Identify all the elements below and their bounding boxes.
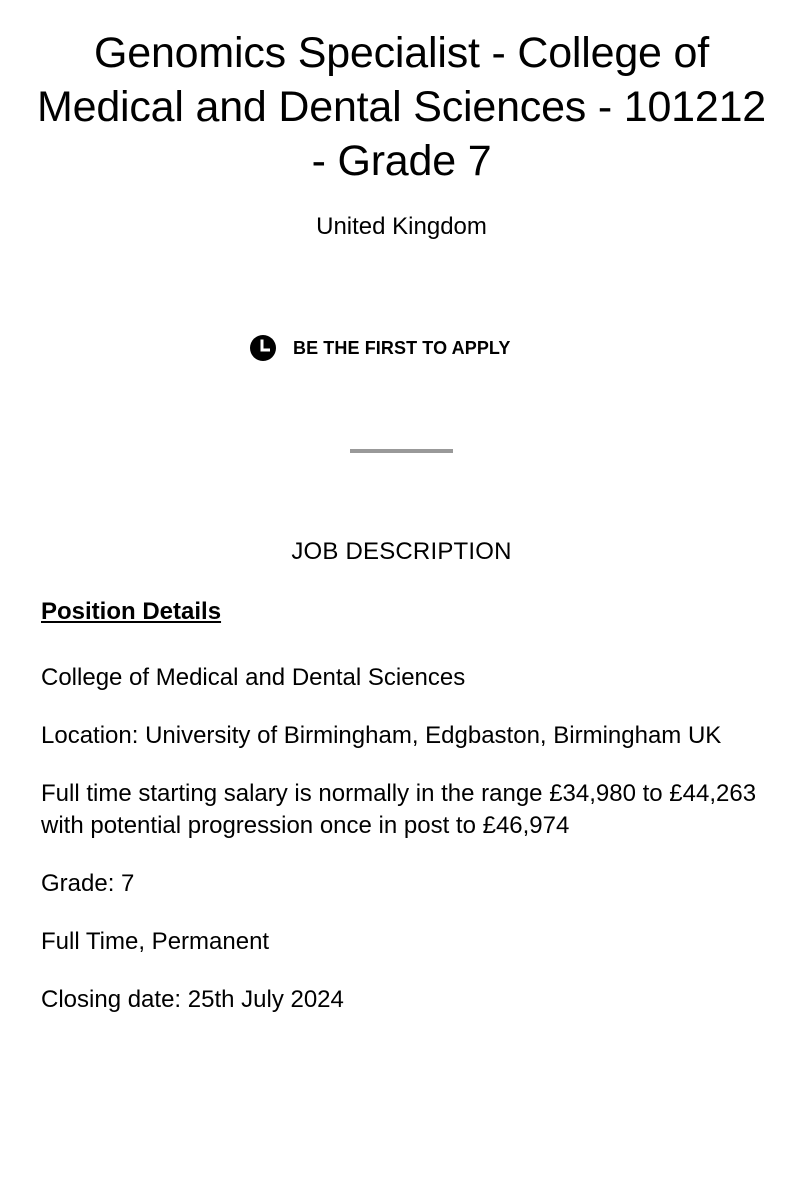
grade-text: Grade: 7 (41, 870, 135, 897)
section-divider (350, 449, 453, 453)
job-location: United Kingdom (316, 213, 487, 240)
job-title: Genomics Specialist - College of Medical and Dental Sciences - 101212 - Grade 7 (36, 29, 767, 185)
clock-icon (250, 335, 276, 361)
salary-text: Full time starting salary is normally in the range £34,980 to £44,263 with potential progression once in post to £46,974 (41, 780, 757, 839)
job-description-heading: JOB DESCRIPTION (291, 538, 512, 565)
apply-label: BE THE FIRST TO APPLY (293, 337, 511, 358)
position-details-heading: Position Details (41, 598, 222, 625)
location-text: Location: University of Birmingham, Edgbaston, Birmingham UK (41, 722, 722, 749)
department-text: College of Medical and Dental Sciences (41, 664, 466, 691)
closing-date-text: Closing date: 25th July 2024 (41, 986, 344, 1013)
contract-text: Full Time, Permanent (41, 928, 270, 955)
position-details (41, 596, 771, 1042)
apply-button[interactable] (250, 335, 510, 361)
